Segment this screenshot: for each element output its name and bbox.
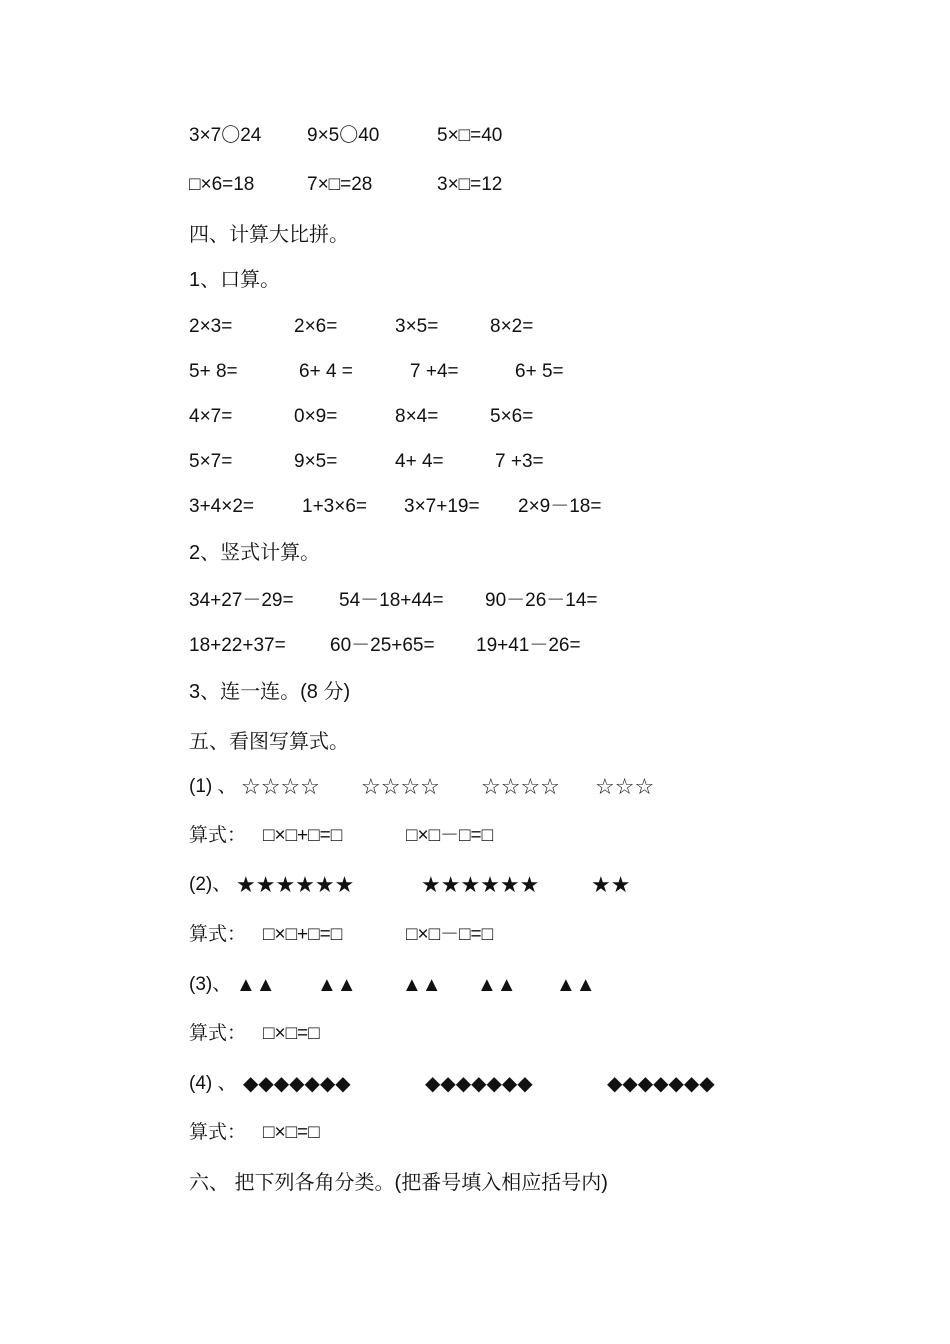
problem-label: (2)、 <box>189 874 232 895</box>
mental-math-item: 6+ 5= <box>515 361 564 382</box>
mental-math-item: 5×7= <box>189 451 233 472</box>
compare-item: 3×□=12 <box>437 174 503 195</box>
vertical-calc-item: 90－26－14= <box>485 590 598 611</box>
formula-label: 算式： <box>189 924 247 945</box>
mental-math-item: 9×5= <box>294 451 338 472</box>
vertical-calc-item: 18+22+37= <box>189 635 286 656</box>
compare-item: 7×□=28 <box>307 174 373 195</box>
compare-item: □×6=18 <box>189 174 255 195</box>
star-filled-icon-group: ★★★★★★ <box>236 872 355 897</box>
triangle-icon-group: ▲▲ <box>477 974 517 996</box>
mental-math-item: 4×7= <box>189 406 233 427</box>
mental-math-item: 3×7+19= <box>404 496 480 517</box>
star-filled-icon-group: ★★ <box>591 872 631 897</box>
problem-label: (4) 、 <box>189 1073 237 1094</box>
vertical-calc-title: 2、竖式计算。 <box>189 542 321 564</box>
mental-math-item: 2×6= <box>294 316 338 337</box>
mental-math-item: 3×5= <box>395 316 439 337</box>
triangle-icon-group: ▲▲ <box>556 974 596 996</box>
mental-math-item: 8×2= <box>490 316 534 337</box>
problem-label: (1) 、 <box>189 776 237 797</box>
compare-item: 3×7〇24 <box>189 125 262 146</box>
formula-blank[interactable]: □×□－□=□ <box>406 825 494 846</box>
mental-math-title: 1、口算。 <box>189 269 281 291</box>
formula-label: 算式： <box>189 1122 247 1143</box>
diamond-icon-group: ◆◆◆◆◆◆◆ <box>425 1073 533 1095</box>
section-5-title: 五、看图写算式。 <box>189 731 349 753</box>
formula-blank[interactable]: □×□=□ <box>263 1122 320 1143</box>
problem-label: (3)、 <box>189 974 232 995</box>
mental-math-item: 5+ 8= <box>189 361 238 382</box>
connect-title: 3、连一连。(8 分) <box>189 681 351 703</box>
section-6-title: 六、 把下列各角分类。(把番号填入相应括号内) <box>189 1172 608 1194</box>
star-outline-icon-group: ☆☆☆☆ <box>481 774 560 799</box>
vertical-calc-item: 19+41－26= <box>476 635 581 656</box>
formula-blank[interactable]: □×□+□=□ <box>263 825 343 846</box>
mental-math-item: 4+ 4= <box>395 451 444 472</box>
diamond-icon-group: ◆◆◆◆◆◆◆ <box>607 1073 715 1095</box>
star-outline-icon-group: ☆☆☆☆ <box>241 774 320 799</box>
mental-math-item: 5×6= <box>490 406 534 427</box>
formula-blank[interactable]: □×□+□=□ <box>263 924 343 945</box>
mental-math-item: 6+ 4 = <box>299 361 353 382</box>
triangle-icon-group: ▲▲ <box>236 974 276 996</box>
star-outline-icon-group: ☆☆☆☆ <box>361 774 440 799</box>
vertical-calc-item: 60－25+65= <box>330 635 435 656</box>
vertical-calc-item: 54－18+44= <box>339 590 444 611</box>
mental-math-item: 3+4×2= <box>189 496 254 517</box>
mental-math-item: 1+3×6= <box>302 496 367 517</box>
diamond-icon-group: ◆◆◆◆◆◆◆ <box>243 1073 351 1095</box>
mental-math-item: 2×9－18= <box>518 496 602 517</box>
compare-item: 5×□=40 <box>437 125 503 146</box>
formula-label: 算式： <box>189 825 247 846</box>
compare-item: 9×5〇40 <box>307 125 380 146</box>
star-filled-icon-group: ★★★★★★ <box>421 872 540 897</box>
triangle-icon-group: ▲▲ <box>317 974 357 996</box>
mental-math-item: 7 +4= <box>410 361 459 382</box>
mental-math-item: 0×9= <box>294 406 338 427</box>
star-outline-icon-group: ☆☆☆ <box>595 774 655 799</box>
triangle-icon-group: ▲▲ <box>402 974 442 996</box>
formula-blank[interactable]: □×□－□=□ <box>406 924 494 945</box>
vertical-calc-item: 34+27－29= <box>189 590 294 611</box>
mental-math-item: 8×4= <box>395 406 439 427</box>
section-4-title: 四、计算大比拼。 <box>189 224 349 246</box>
formula-blank[interactable]: □×□=□ <box>263 1023 320 1044</box>
mental-math-item: 2×3= <box>189 316 233 337</box>
formula-label: 算式： <box>189 1023 247 1044</box>
mental-math-item: 7 +3= <box>495 451 544 472</box>
